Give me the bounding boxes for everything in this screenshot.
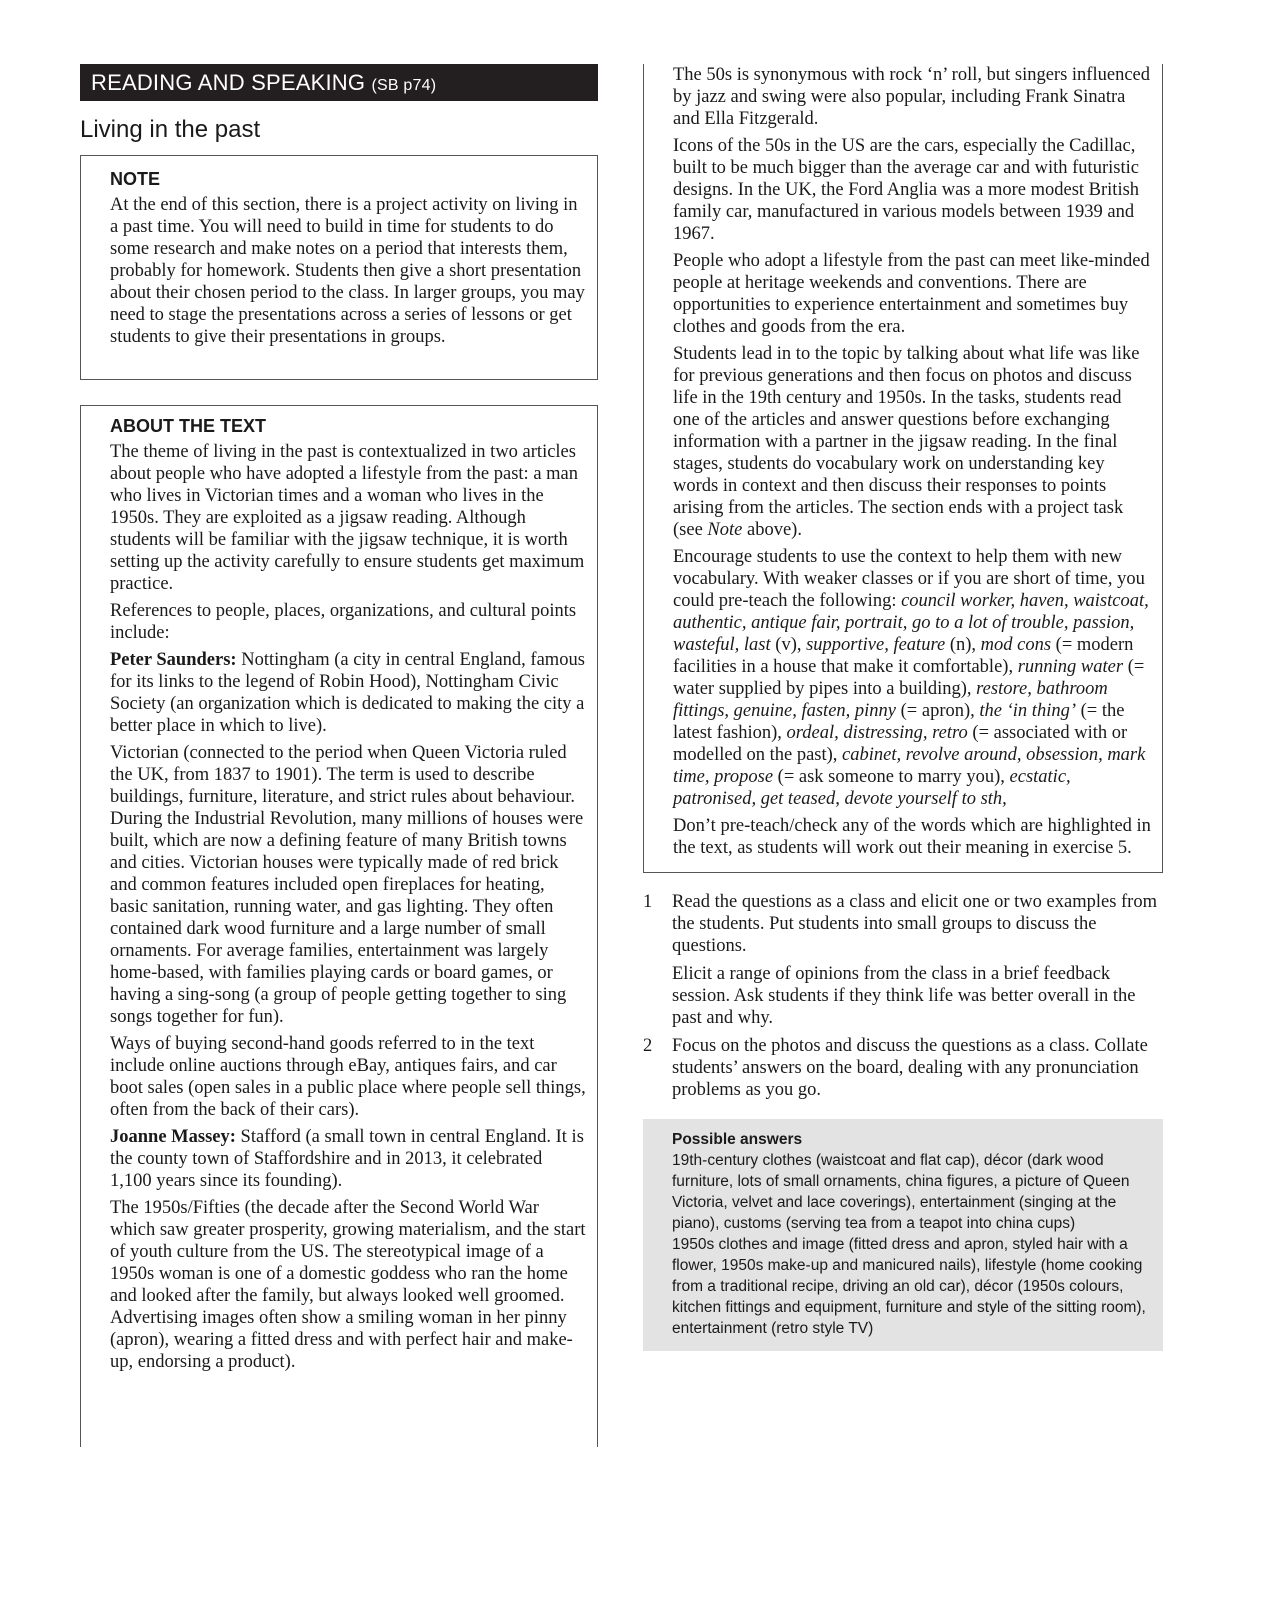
right-column xyxy=(643,64,1163,1351)
about-heading: ABOUT THE TEXT xyxy=(110,416,266,436)
vocabulary-list: restore, bathroom fittings, genuine, fasten, pinny xyxy=(673,679,1108,721)
about-paragraph-peter-saunders xyxy=(110,649,587,737)
step-number: 1 xyxy=(643,892,653,912)
text-run: (n), xyxy=(945,635,981,655)
text-run: (v), xyxy=(770,635,807,655)
left-column xyxy=(80,64,598,1447)
about-paragraph-vocabulary xyxy=(673,546,1152,810)
about-the-text-continued-box xyxy=(643,64,1163,873)
text-run: above). xyxy=(742,520,802,540)
vocabulary-list: ordeal, distressing, retro xyxy=(786,723,968,743)
step-text: Focus on the photos and discuss the questions as a class. Collate students’ answers on the board, dealing with any pronunciation problems as you go. xyxy=(672,1036,1148,1100)
person-name: Peter Saunders: xyxy=(110,650,237,670)
about-paragraph: The 50s is synonymous with rock ‘n’ roll, but singers influenced by jazz and swing were also popular, including Frank Sinatra and Ella Fitzgerald. xyxy=(673,65,1150,129)
note-box xyxy=(80,155,598,380)
note-heading: NOTE xyxy=(110,169,161,189)
vocabulary-list: , the ‘in thing’ xyxy=(970,701,1076,721)
vocabulary-list: mod cons xyxy=(980,635,1052,655)
text-run: (= apron) xyxy=(896,701,971,721)
about-the-text-box xyxy=(80,405,598,1447)
about-paragraph: The theme of living in the past is contextualized in two articles about people who have adopted a lifestyle from the past: a man who lives in Victorian times and a woman who lives in the 1950s. They are exploited as a jigsaw reading. Although students will be familiar with the jigsaw technique, it is worth setting up the activity carefully to ensure students get maximum practice. xyxy=(110,442,585,594)
note-reference: Note xyxy=(707,520,743,540)
text-run: (= modern facilities in a house that make it comfortable), xyxy=(673,635,1134,677)
person-description: Nottingham (a city in central England, famous for its links to the legend of Robin Hood), Nottingham Civic Society (an organization which is dedicated to making the city a better place in which to live). xyxy=(110,650,585,736)
about-paragraph-joanne-massey xyxy=(110,1126,587,1192)
about-paragraph: Don’t pre-teach/check any of the words which are highlighted in the text, as students will work out their meaning in exercise 5. xyxy=(673,816,1151,858)
person-name: Joanne Massey: xyxy=(110,1127,236,1147)
text-run: Students lead in to the topic by talking about what life was like for previous generations and then focus on photos and discuss life in the 19th century and 1950s. In the tasks, students read one of the articles and answer questions before exchanging information with a partner in the jigsaw reading. In the final stages, students do vocabulary work on understanding key words in context and then discuss their responses to points arising from the articles. The section ends with a project task (see xyxy=(673,344,1140,540)
section-title-bar xyxy=(80,64,598,101)
text-run: (= associated with or modelled on the past), xyxy=(673,723,1128,765)
section-page-ref: (SB p74) xyxy=(371,77,437,94)
possible-answers-heading: Possible answers xyxy=(672,1131,803,1148)
about-paragraph-fifties: The 1950s/Fifties (the decade after the Second World War which saw greater prosperity, growing materialism, and the start of youth culture from the US. The stereotypical image of a 1950s woman is one of a domestic goddess who ran the home and looked after the family, but always looked well groomed. Advertising images often show a smiling woman in her pinny (apron), wearing a fitted dress and with perfect hair and make-up, endorsing a product). xyxy=(110,1198,586,1372)
about-paragraph-victorian: Victorian (connected to the period when Queen Victoria ruled the UK, from 1837 to 1901). The term is used to describe buildings, furniture, literature, and strict rules about behaviour. During the Industrial Revolution, many millions of houses were built, which are now a defining feature of many British towns and cities. Victorian houses were typically made of red brick and common features included open fireplaces for heating, basic sanitation, running water, and gas lighting. They often contained dark wood furniture and a large number of small ornaments. For average families, entertainment was largely home-based, with families playing cards or board games, or having a sing-song (a group of people getting together to sing songs together for fun). xyxy=(110,743,584,1027)
vocabulary-list: running water xyxy=(1017,657,1124,677)
possible-answers-box xyxy=(643,1119,1163,1351)
text-run: (= water supplied by pipes into a building), xyxy=(673,657,1145,699)
about-paragraph: People who adopt a lifestyle from the past can meet like-minded people at heritage weekends and conventions. There are opportunities to experience entertainment and sometimes buy clothes and goods from the era. xyxy=(673,251,1150,337)
possible-answers-1950s: 1950s clothes and image (fitted dress and apron, styled hair with a flower, 1950s make-up and manicured nails), lifestyle (home cooking from a traditional recipe, driving an old car), décor (1950s colours, kitchen fittings and equipment, furniture and style of the sitting room), entertainment (retro style TV) xyxy=(672,1236,1146,1337)
text-run: (= the latest fashion), xyxy=(673,701,1125,743)
possible-answers-19th-century: 19th-century clothes (waistcoat and flat cap), décor (dark wood furniture, lots of small ornaments, china figures, a picture of Queen Victoria, velvet and lace coverings), entertainment (singing at the piano), customs (serving tea from a teapot into china cups) xyxy=(672,1152,1130,1232)
step-1 xyxy=(643,891,1163,1029)
note-text: At the end of this section, there is a project activity on living in a past time. You will need to build in time for students to do some research and make notes on a period that interests them, probably for homework. Students then give a short presentation about their chosen period to the class. In larger groups, you may need to stage the presentations across a series of lessons or get students to give their presentations in groups. xyxy=(110,195,585,347)
vocabulary-list: council worker, haven, waistcoat, authentic, antique fair, portrait, go to a lot of trouble, passion, wasteful, last xyxy=(673,591,1149,655)
vocabulary-list: cabinet, revolve around, obsession, mark time, propose xyxy=(673,745,1146,787)
about-paragraph: Icons of the 50s in the US are the cars, especially the Cadillac, built to be much bigger than the average car and with futuristic designs. In the UK, the Ford Anglia was a more modest British family car, manufactured in various models between 1939 and 1967. xyxy=(673,136,1140,244)
step-text: Elicit a range of opinions from the class in a brief feedback session. Ask students if they think life was better overall in the past and why. xyxy=(672,964,1136,1028)
text-run: (= ask someone to marry you), xyxy=(773,767,1010,787)
section-title: READING AND SPEAKING xyxy=(91,70,366,95)
text-run: Encourage students to use the context to help them with new vocabulary. With weaker classes or if you are short of time, you could pre-teach the following: xyxy=(673,547,1145,611)
about-paragraph: Ways of buying second-hand goods referred to in the text include online auctions through eBay, antiques fairs, and car boot sales (open sales in a public place where people sell things, often from the back of their cars). xyxy=(110,1034,586,1120)
step-number: 2 xyxy=(643,1036,653,1056)
step-2 xyxy=(643,1035,1163,1101)
person-description: Stafford (a small town in central England. It is the county town of Staffordshire and in 2013, it celebrated 1,100 years since its founding). xyxy=(110,1127,584,1191)
about-paragraph-lead-in xyxy=(673,343,1152,541)
vocabulary-list: ecstatic, patronised, get teased, devote yourself to sth, xyxy=(673,767,1071,809)
about-paragraph: References to people, places, organizations, and cultural points include: xyxy=(110,601,577,643)
section-subtitle: Living in the past xyxy=(80,116,261,143)
vocabulary-list: supportive, feature xyxy=(806,635,946,655)
step-text: Read the questions as a class and elicit one or two examples from the students. Put students into small groups to discuss the questions. xyxy=(672,892,1157,956)
